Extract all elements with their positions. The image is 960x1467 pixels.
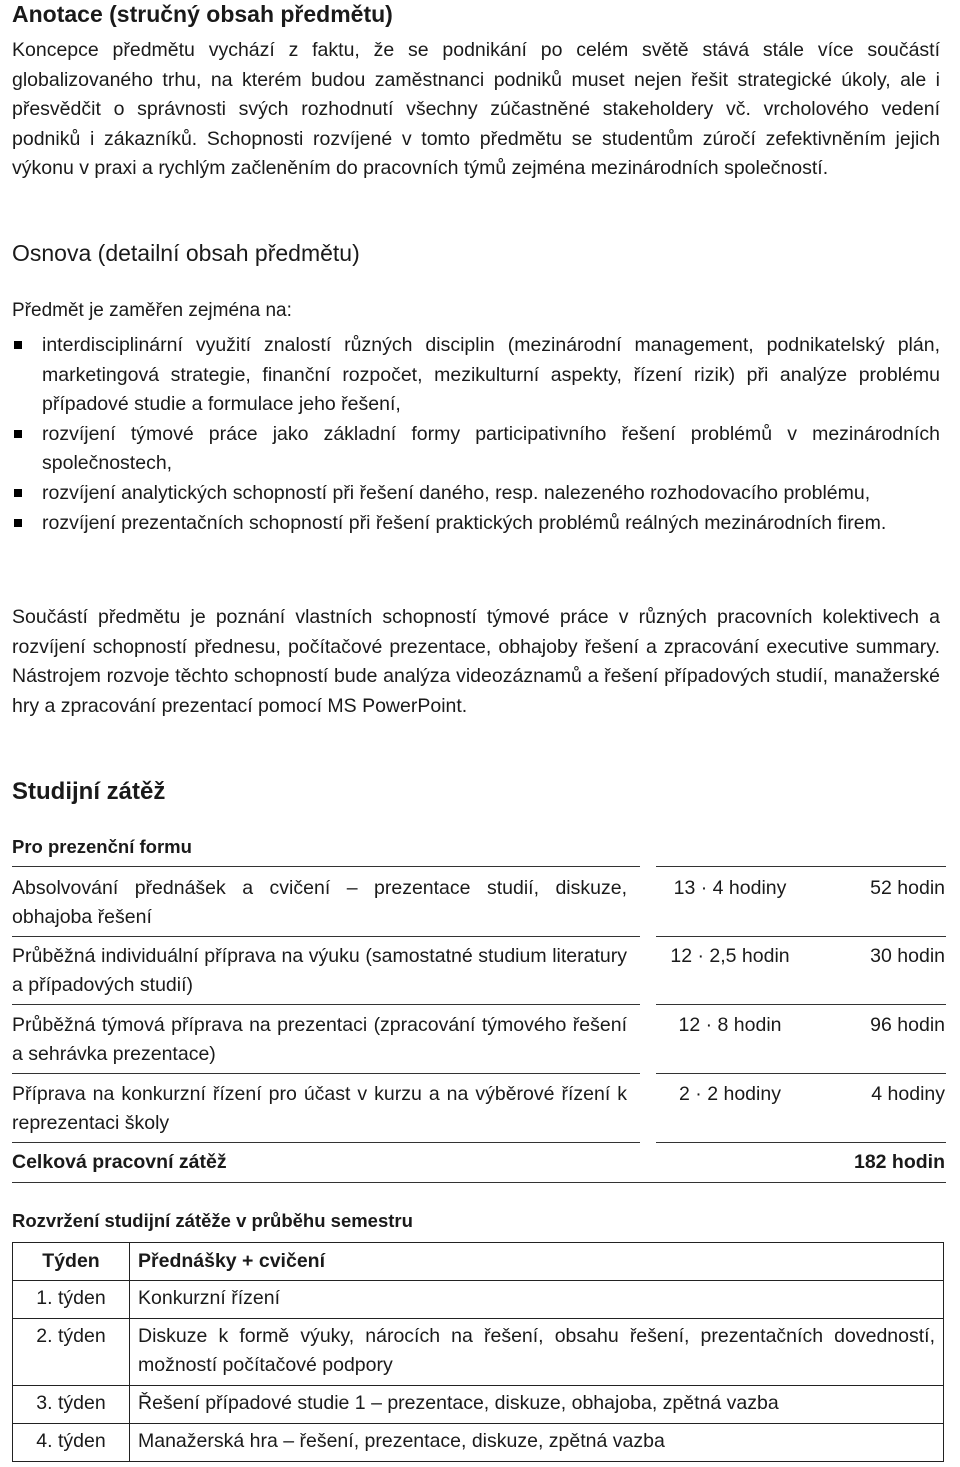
week-cell: 3. týden bbox=[13, 1386, 130, 1424]
table-divider bbox=[656, 936, 946, 937]
workload-description: Průběžná týmová příprava na prezentaci (zpracování týmového řešení a sehrávka prezentace) bbox=[12, 1014, 627, 1065]
workload-description: Průběžná individuální příprava na výuku (samostatné studium literatury a případových studií) bbox=[12, 945, 627, 996]
workload-multiplier: 13 · 4 hodiny bbox=[673, 877, 787, 899]
column-header-content: Přednášky + cvičení bbox=[130, 1243, 944, 1281]
workload-multiplier: 12 · 2,5 hodin bbox=[670, 945, 790, 967]
osnova-intro: Předmět je zaměřen zejména na: bbox=[12, 300, 292, 321]
workload-total: 96 hodin bbox=[870, 1014, 945, 1036]
week-cell: 4. týden bbox=[13, 1424, 130, 1462]
workload-multiplier: 12 · 8 hodin bbox=[678, 1014, 782, 1036]
table-divider bbox=[12, 1182, 946, 1183]
table-divider bbox=[12, 936, 640, 937]
table-row bbox=[13, 1319, 944, 1386]
workload-description: Absolvování přednášek a cvičení – prezentace studií, diskuze, obhajoba řešení bbox=[12, 877, 627, 928]
table-row bbox=[13, 1281, 944, 1319]
workload-total: 30 hodin bbox=[870, 945, 945, 967]
schedule-table bbox=[12, 1242, 944, 1462]
workload-description: Příprava na konkurzní řízení pro účast v kurzu a na výběrové řízení k reprezentaci školy bbox=[12, 1083, 627, 1134]
form-label: Pro prezenční formu bbox=[12, 836, 192, 857]
column-header-week: Týden bbox=[13, 1243, 130, 1281]
workload-total: 52 hodin bbox=[870, 877, 945, 899]
anotace-paragraph: Koncepce předmětu vychází z faktu, že se podnikání po celém světě stává stále více součástí globalizovaného trhu, na kterém budou zaměstnanci podniků muset nejen řešit strategické úkoly, ale i přesvědčit o správnosti svých rozhodnutí všechny zúčastněné stakeholdery vč. vrcholového vedení podniků i zákazníků. Schopnosti rozvíjené v tomto předmětu se studentům zúročí zefektivněním jejich výkonu v praxi a rychlým začleněním do pracovních týmů zejména mezinárodních společností. bbox=[12, 39, 940, 179]
content-cell: Konkurzní řízení bbox=[130, 1281, 944, 1319]
content-cell: Diskuze k formě výuky, nárocích na řešení, obsahu řešení, prezentačních dovedností, možností počítačové podpory bbox=[130, 1319, 944, 1386]
osnova-closing-paragraph: Součástí předmětu je poznání vlastních schopností týmové práce v různých pracovních kolektivech a rozvíjení schopností přednesu, počítačové prezentace, obhajoby řešení a zpracování executive summary. Nástrojem rozvoje těchto schopností bude analýza videozáznamů a řešení případových studií, manažerské hry a zpracování prezentací pomocí MS PowerPoint. bbox=[12, 606, 940, 718]
content-cell: Řešení případové studie 1 – prezentace, diskuze, obhajoba, zpětná vazba bbox=[130, 1386, 944, 1424]
table-divider bbox=[12, 1073, 640, 1074]
workload-total: 4 hodiny bbox=[871, 1083, 945, 1105]
table-divider bbox=[12, 866, 640, 867]
list-item-text: rozvíjení prezentačních schopností při řešení praktických problémů reálných mezinárodních firem. bbox=[42, 511, 887, 534]
square-bullet-icon bbox=[14, 430, 22, 438]
square-bullet-icon bbox=[14, 519, 22, 527]
table-divider bbox=[656, 1142, 946, 1143]
workload-multiplier: 2 · 2 hodiny bbox=[679, 1083, 781, 1105]
table-divider bbox=[656, 1004, 946, 1005]
list-item-text: rozvíjení analytických schopností při řešení daného, resp. nalezeného rozhodovacího problému, bbox=[42, 481, 871, 504]
list-item bbox=[12, 509, 940, 539]
anotace-heading: Anotace (stručný obsah předmětu) bbox=[12, 1, 393, 27]
osnova-heading: Osnova (detailní obsah předmětu) bbox=[12, 240, 360, 266]
table-row bbox=[13, 1424, 944, 1462]
square-bullet-icon bbox=[14, 489, 22, 497]
week-cell: 2. týden bbox=[13, 1319, 130, 1386]
list-item bbox=[12, 331, 940, 420]
osnova-bullet-list bbox=[12, 331, 940, 538]
studijni-zatez-heading: Studijní zátěž bbox=[12, 778, 166, 805]
workload-sum-label: Celková pracovní zátěž bbox=[12, 1151, 227, 1173]
table-divider bbox=[656, 866, 946, 867]
table-row bbox=[13, 1386, 944, 1424]
list-item-text: rozvíjení týmové práce jako základní formy participativního řešení problémů v mezinárodních společnostech, bbox=[42, 422, 940, 475]
schedule-heading: Rozvržení studijní zátěže v průběhu semestru bbox=[12, 1210, 413, 1231]
table-header-row bbox=[13, 1243, 944, 1281]
list-item-text: interdisciplinární využití znalostí různých disciplin (mezinárodní management, podnikatelský plán, marketingová strategie, finanční rozpočet, mezikulturní aspekty, řízení rizik) při analýze problému případové studie a formulace jeho řešení, bbox=[42, 334, 940, 416]
week-cell: 1. týden bbox=[13, 1281, 130, 1319]
table-divider bbox=[656, 1073, 946, 1074]
workload-sum-total: 182 hodin bbox=[853, 1151, 945, 1173]
list-item bbox=[12, 420, 940, 479]
square-bullet-icon bbox=[14, 341, 22, 349]
content-cell: Manažerská hra – řešení, prezentace, diskuze, zpětná vazba bbox=[130, 1424, 944, 1462]
table-divider bbox=[12, 1004, 640, 1005]
table-divider bbox=[12, 1142, 640, 1143]
list-item bbox=[12, 479, 940, 509]
